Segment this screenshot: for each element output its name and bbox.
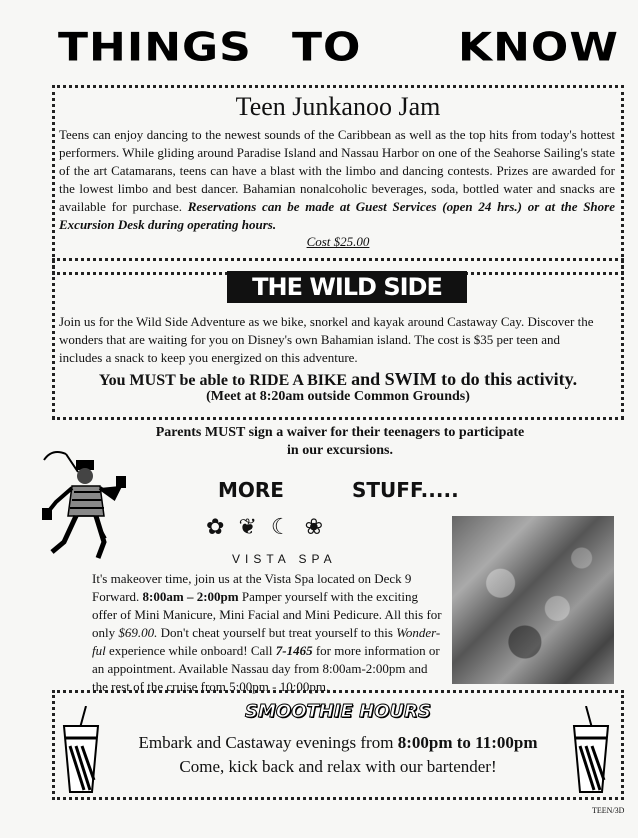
wildside-meet: (Meet at 8:20am outside Common Grounds) [206,389,470,404]
wildside-must [55,369,621,390]
smoothie-title: SMOOTHIE HOURS [245,701,431,722]
wildside-body: Join us for the Wild Side Adventure as we bike, snorkel and kayak around Castaway Cay. Discover the wonders that are waiting for you on Disney's own Bahamian island. The cost is $35 per teen and includes a snack to keep you energized on this adventure. [59,314,594,365]
vista-p5: experience while onboard! Call [108,643,273,658]
parents-notice [120,424,560,460]
header-word-know: KNOW [458,24,619,71]
stuff-word: STUFF..... [352,478,459,502]
face-icon: ☾ [270,514,305,539]
vista-phone: 7-1465 [275,643,313,658]
wildside-box [52,258,624,420]
vista-price: $69.00. [118,625,158,640]
junkanoo-body [59,126,615,234]
bird-icon: ✿ [206,514,239,539]
smoothie-cup-icon [60,706,102,794]
junkanoo-title: Teen Junkanoo Jam [235,92,441,121]
parents-line2: in our excursions. [287,443,393,458]
junkanoo-cost: Cost $25.00 [306,234,370,249]
vista-hours: 8:00am – 2:00pm [142,589,239,604]
spa-photo [452,516,614,684]
page-code: TEEN/3D [592,806,625,815]
vista-p1: It's makeover time, join us at the Vista Spa located on Deck 9 Forward. [92,571,412,604]
junkanoo-reservation: Reservations can be made at Guest Services (open 24 hrs.) or at the Shore Excursion Desk during operating hours. [59,199,615,232]
smoothie-hours: 8:00pm to 11:00pm [397,733,538,752]
wildside-must-a: You MUST be able to RIDE A BIKE [98,372,348,389]
junkanoo-dancer-illustration [38,446,130,564]
vista-spa-logo: VISTA SPA [232,552,337,566]
wildside-logo: THE WILD SIDE [227,271,467,303]
more-word: MORE [218,478,284,502]
smoothie-line1a: Embark and Castaway evenings from [138,733,394,752]
vista-p4: Don't cheat yourself but treat yourself to this [160,625,393,640]
junkanoo-body-text: Teens can enjoy dancing to the newest sounds of the Caribbean as well as the top hits from today's hottest performers. While gliding around Paradise Island and Nassau Harbor on one of the Seahorse Sailing's state of the art Catamarans, teens can have a blast with the limbo and dancing contests. Prizes are awarded for the lowest limbo and best dancer. Bahamian nonalcoholic beverages, soda, bottled water and snacks are available for purchase. [59,127,615,214]
header-word-to: TO [292,24,362,71]
header-word-things: THINGS [58,24,252,71]
smoothie-box [52,690,624,800]
leaf-icon: ❦ [238,514,271,539]
smoothie-cup-icon [570,706,612,794]
junkanoo-box [52,85,624,275]
parents-line1: Parents MUST sign a waiver for their teenagers to participate [155,425,525,440]
wildside-must-b: and SWIM to do this activity. [351,369,578,389]
grapes-icon: ❀ [304,514,338,539]
smoothie-line1 [55,733,621,753]
smoothie-line2: Come, kick back and relax with our bartender! [179,757,497,776]
vista-p6: for more information or an appointment. Available Nassau day from 8:00am-2:00pm and the rest of the cruise from 5:00pm - 10:00pm. [92,643,440,694]
vista-p3: Pamper yourself with the exciting offer of Mini Manicure, Mini Facial and Mini Pedicure. All this for only [92,589,442,640]
vista-body [92,570,444,696]
vista-wonderful: Wonder-ful [92,625,441,658]
vista-spa-icons [206,514,337,540]
